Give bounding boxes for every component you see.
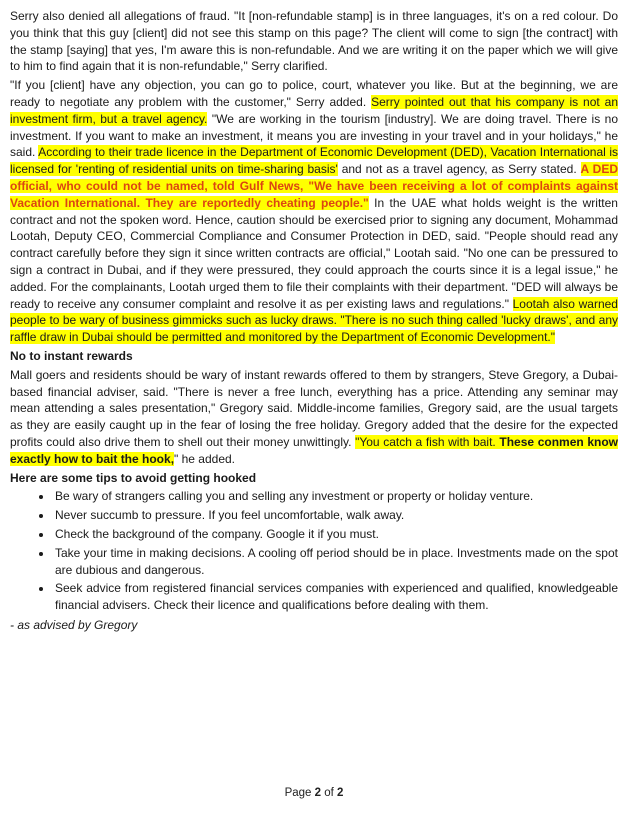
- text-run: In the UAE what holds weight is the written contract and not the spoken word. Hence, caution should be exercised prior to signing any document, Mohammad Lootah, Deputy CEO, Commercial Compliance and Consumer Protection in DED, said. "People should read any contract carefully before they sign it since written contracts are official," Lootah said. "No one can be pressured to sign a contract in Dubai, and if they were pressured, they could approach the courts since it is a legal issue," he added. For the complainants, Lootah urged them to file their complaints with their department. "DED will always be ready to receive any consumer complaint and resolve it as per existing laws and regulations.": [10, 195, 618, 311]
- tip-list-item: • Never succumb to pressure. If you feel uncomfortable, walk away.: [53, 507, 618, 524]
- tip-list-item: • Check the background of the company. Google it if you must.: [53, 526, 618, 543]
- highlight-run: "You catch a fish with bait.: [355, 434, 500, 449]
- page-footer: [0, 787, 628, 799]
- tip-list-item: • Seek advice from registered financial services companies with experienced and qualified, knowledgeable financial advisers. Check their licence and qualifications before dealing with them.: [53, 580, 618, 614]
- highlight-red-bold-run: A DED official, who could not be named, told Gulf News, "We have been receiving a lot of complaints against Vacation International. They are reportedly cheating people.": [10, 162, 618, 210]
- footer-current-page-number: 2: [314, 787, 322, 799]
- section-heading: No to instant rewards: [10, 348, 133, 363]
- byline-note: - as advised by Gregory: [10, 617, 138, 632]
- article-paragraph: [10, 77, 618, 346]
- text-run: Mall goers and residents should be wary of instant rewards offered to them by strangers, Steve Gregory, a Dubai-based financial adviser, said. "There is never a free lunch, everything has a price. Attending any seminar may mean attending a sales presentation," Gregory said. Middle-income families, Gregory said, are the usual targets as they are easily caught up in the fear of losing the free holiday. Gregory added that the desire for the expected profits could also drive them to shell out their money unwittingly.: [10, 367, 618, 449]
- text-run: "We are working in the tourism [industry]. We are doing travel. There is no investment. If you want to make an investment, it means you are investing in your travel and in your holidays," he said.: [10, 111, 619, 160]
- article-body: [10, 8, 618, 634]
- article-paragraph: [10, 8, 618, 75]
- highlight-bold-run: These conmen know exactly how to bait the hook,: [10, 434, 618, 466]
- text-run: Serry also denied all allegations of fraud. "It [non-refundable stamp] is in three languages, it's on a red colour. Do you think that this guy [client] did not see this stamp on this page? The client will come to sign [the contract] with the stamp [saying] that yes, I'm aware this is non-refundable. And we are writing it on the paper which we will give to him to find again that it is non-refundable," Serry clarified.: [10, 9, 618, 74]
- footer-of-label: of: [321, 787, 338, 799]
- text-run: and not as a travel agency, as Serry stated.: [337, 162, 581, 177]
- highlight-run: According to their trade licence in the Department of Economic Development (DED), Vacation International is licensed for 'renting of residential units on time-sharing basis': [10, 145, 618, 177]
- section-heading: Here are some tips to avoid getting hooked: [10, 470, 257, 485]
- tip-list-item: • Be wary of strangers calling you and selling any investment or property or holiday venture.: [53, 488, 618, 505]
- tips-list: [10, 488, 618, 614]
- highlight-run: Serry pointed out that his company is not an investment firm, but a travel agency.: [10, 94, 618, 126]
- article-paragraph: [10, 367, 618, 468]
- highlight-run: Lootah also warned people to be wary of business gimmicks such as lucky draws. "There is no such thing called 'lucky draws', and any raffle draw in Dubai should be permitted and monitored by the Department of Economic Development.": [10, 296, 618, 345]
- footer-total-pages-number: 2: [337, 787, 344, 799]
- text-run: "If you [client] have any objection, you can go to police, court, whatever you like. But at the beginning, we are ready to negotiate any problem with the customer," Serry added.: [10, 78, 618, 109]
- footer-page-label: Page: [284, 787, 315, 799]
- text-run: " he added.: [174, 451, 236, 466]
- tip-list-item: • Take your time in making decisions. A cooling off period should be in place. Investments made on the spot are dubious and dangerous.: [53, 545, 618, 579]
